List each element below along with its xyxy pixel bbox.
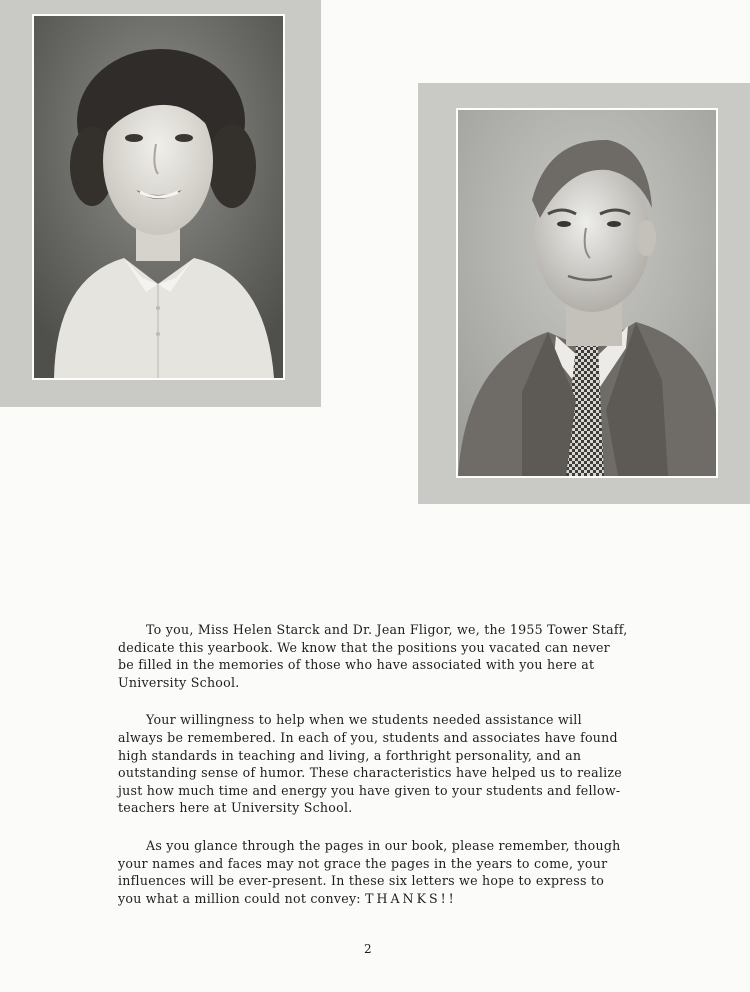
dedication-paragraph-1: To you, Miss Helen Starck and Dr. Jean Fligor, we, the 1955 Tower Staff, dedicate this yearbook. We know that the positions you vacated can never be filled in the memories of those who have associated with you here at University School. bbox=[118, 622, 628, 690]
portrait-man-image bbox=[458, 110, 716, 476]
dedication-paragraph-3-text: As you glance through the pages in our book, please remember, though your names and faces may not grace the pages in the years to come, your influences will be ever-present. In these six letters we hope to express to you what a million could not convey: bbox=[118, 837, 621, 906]
dedication-paragraph-2: Your willingness to help when we students needed assistance will always be remembered. In each of you, students and associates have found high standards in teaching and living, a forthright personality, and an outstanding sense of humor. These characteristics have helped us to realize just how much time and energy you have given to your students and fellow-teachers here at University School. bbox=[118, 712, 622, 816]
dedication-paragraph-3 bbox=[118, 837, 628, 907]
dedication-text bbox=[118, 621, 628, 927]
portrait-man bbox=[456, 108, 718, 478]
thanks-word: THANKS!! bbox=[365, 890, 457, 906]
portrait-woman bbox=[32, 14, 285, 380]
portrait-woman-image bbox=[34, 16, 283, 378]
page-number: 2 bbox=[364, 942, 372, 956]
